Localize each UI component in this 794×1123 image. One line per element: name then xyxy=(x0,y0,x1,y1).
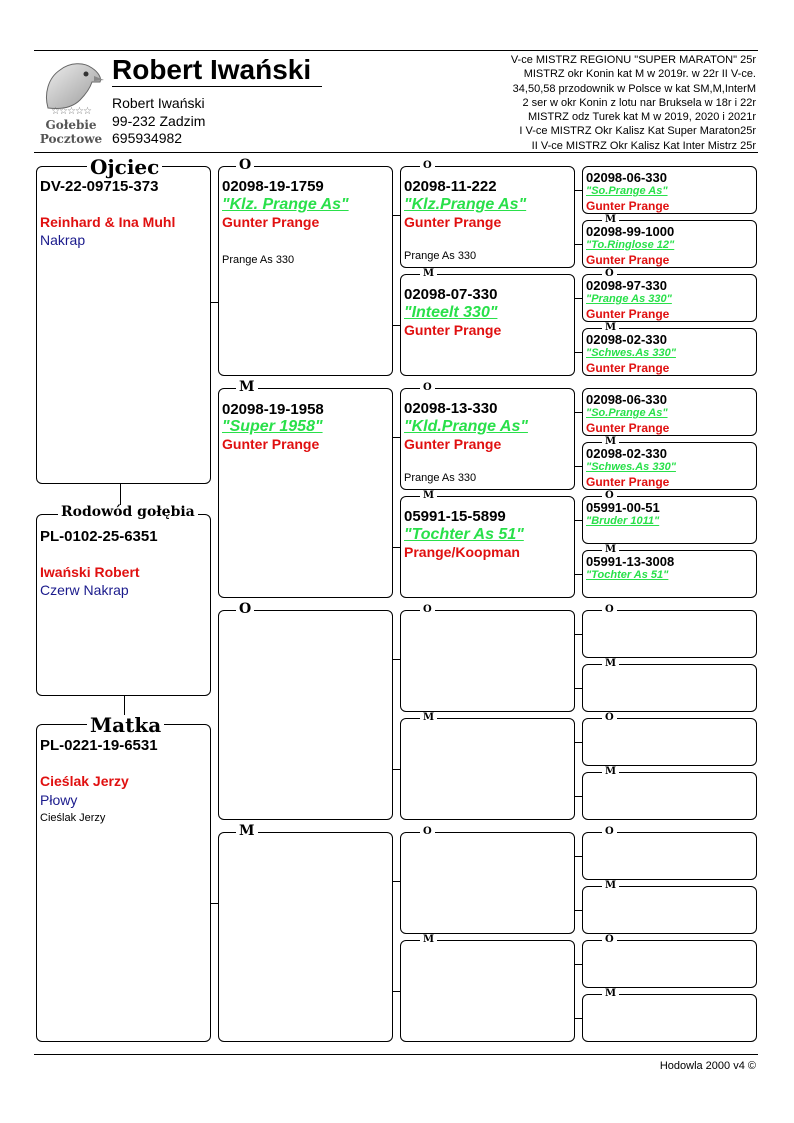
g4-ring: 02098-02-330 xyxy=(586,446,667,461)
footer-rule xyxy=(34,1054,758,1055)
fff-ring: 02098-11-222 xyxy=(404,178,497,195)
logo-text-2: Pocztowe xyxy=(39,132,103,146)
g4-pigeon-name: "To.Ringlose 12" xyxy=(586,239,675,251)
ff-breeder: Gunter Prange xyxy=(222,214,320,230)
g4-label: O xyxy=(602,935,617,945)
ffm-label: M xyxy=(420,269,437,279)
g4-ring: 05991-13-3008 xyxy=(586,554,675,569)
mother-color: Płowy xyxy=(40,792,78,808)
top-rule xyxy=(34,50,758,51)
connector xyxy=(575,910,582,911)
g4-pigeon-name: "Prange As 330" xyxy=(586,293,672,305)
g4-label: M xyxy=(602,323,619,333)
connector xyxy=(575,244,582,245)
g4-ring: 05991-00-51 xyxy=(586,500,660,515)
father-ring: DV-22-09715-373 xyxy=(40,178,159,195)
mother-breeder: Cieślak Jerzy xyxy=(40,773,129,789)
logo-stars: ☆☆☆☆☆ xyxy=(51,106,91,117)
g4-box-14 xyxy=(582,886,757,934)
connector xyxy=(575,298,582,299)
g4-label: M xyxy=(602,545,619,555)
owner-address: 99-232 Zadzim xyxy=(112,113,206,129)
father-label: Ojciec xyxy=(87,157,162,177)
g4-label: M xyxy=(602,215,619,225)
g4-pigeon-name: "Schwes.As 330" xyxy=(586,347,676,359)
connector xyxy=(575,352,582,353)
connector xyxy=(575,796,582,797)
connector xyxy=(575,856,582,857)
logo xyxy=(36,56,106,148)
father-breeder: Reinhard & Ina Muhl xyxy=(40,214,176,230)
g4-breeder: Gunter Prange xyxy=(586,307,670,321)
g4-ring: 02098-06-330 xyxy=(586,170,667,185)
g4-label: M xyxy=(602,989,619,999)
g4-label: M xyxy=(602,767,619,777)
connector xyxy=(575,190,582,191)
achievement-line: I V-ce MISTRZ Okr Kalisz Kat Super Maraton25r xyxy=(519,125,756,138)
footer-text: Hodowla 2000 v4 © xyxy=(659,1060,756,1072)
g4-label: O xyxy=(602,605,617,615)
g4-label: M xyxy=(602,881,619,891)
connector xyxy=(393,547,400,548)
mother-ring: PL-0221-19-6531 xyxy=(40,737,158,754)
g4-box-15 xyxy=(582,940,757,988)
mother-note: Cieślak Jerzy xyxy=(40,812,106,824)
fmm-label: M xyxy=(420,491,437,501)
g4-ring: 02098-97-330 xyxy=(586,278,667,293)
g4-label: M xyxy=(602,437,619,447)
mmf-label: O xyxy=(420,827,435,837)
connector xyxy=(211,903,218,904)
fm-ring: 02098-19-1958 xyxy=(222,401,324,418)
fm-pigeon-name: "Super 1958" xyxy=(222,418,323,435)
connector xyxy=(575,1018,582,1019)
mfm-box xyxy=(400,718,575,820)
mff-box xyxy=(400,610,575,712)
ff-pigeon-name: "Klz. Prange As" xyxy=(222,196,349,213)
fff-pigeon-name: "Klz.Prange As" xyxy=(404,196,527,213)
fff-note: Prange As 330 xyxy=(404,250,477,262)
achievement-line: 34,50,58 przodownik w Polsce w kat SM,M,InterM xyxy=(512,82,756,95)
ffm-ring: 02098-07-330 xyxy=(404,286,498,303)
owner-name: Robert Iwański xyxy=(112,95,205,111)
achievement-line: MISTRZ okr Konin kat M w 2019r. w 22r II V-ce. xyxy=(523,68,756,81)
connector xyxy=(393,769,400,770)
mm-label: M xyxy=(236,824,258,838)
g4-pigeon-name: "So.Prange As" xyxy=(586,185,668,197)
achievement-line: MISTRZ odz Turek kat M w 2019, 2020 i 2021r xyxy=(527,111,756,124)
connector xyxy=(575,742,582,743)
g4-box-10 xyxy=(582,664,757,712)
pigeon-color: Czerw Nakrap xyxy=(40,582,129,598)
g4-ring: 02098-06-330 xyxy=(586,392,667,407)
achievement-line: II V-ce MISTRZ Okr Kalisz Kat Inter Mistrz 25r xyxy=(531,139,756,152)
g4-breeder: Gunter Prange xyxy=(586,475,670,489)
ffm-breeder: Gunter Prange xyxy=(404,322,502,338)
g4-ring: 02098-99-1000 xyxy=(586,224,675,239)
connector xyxy=(393,881,400,882)
g4-label: O xyxy=(602,269,617,279)
fmm-ring: 05991-15-5899 xyxy=(404,508,506,525)
connector xyxy=(575,964,582,965)
g4-label: O xyxy=(602,491,617,501)
g4-pigeon-name: "So.Prange As" xyxy=(586,407,668,419)
g4-box-16 xyxy=(582,994,757,1042)
ffm-pigeon-name: "Inteelt 330" xyxy=(404,304,498,321)
g4-breeder: Gunter Prange xyxy=(586,421,670,435)
g4-box-12 xyxy=(582,772,757,820)
fmf-note: Prange As 330 xyxy=(404,472,477,484)
fmf-ring: 02098-13-330 xyxy=(404,400,498,417)
mmm-label: M xyxy=(420,935,437,945)
breeder-name-title: Robert Iwański xyxy=(112,54,312,85)
fmf-pigeon-name: "Kld.Prange As" xyxy=(404,418,528,435)
ff-label: O xyxy=(236,158,254,172)
g4-label: O xyxy=(602,827,617,837)
mother-label: Matka xyxy=(87,715,164,735)
connector xyxy=(575,634,582,635)
fm-label: M xyxy=(236,380,258,394)
fff-label: O xyxy=(420,161,435,171)
g4-pigeon-name: "Tochter As 51" xyxy=(586,569,669,581)
g4-pigeon-name: "Schwes.As 330" xyxy=(586,461,676,473)
g4-pigeon-name: "Bruder 1011" xyxy=(586,515,660,527)
connector xyxy=(393,437,400,438)
g4-label: M xyxy=(602,659,619,669)
father-color: Nakrap xyxy=(40,232,86,248)
mmf-box xyxy=(400,832,575,934)
pigeon-breeder: Iwański Robert xyxy=(40,564,140,580)
fmm-pigeon-name: "Tochter As 51" xyxy=(404,526,524,543)
mother-box xyxy=(36,724,211,1042)
pigeon-ring: PL-0102-25-6351 xyxy=(40,528,158,545)
connector xyxy=(575,412,582,413)
g4-breeder: Gunter Prange xyxy=(586,361,670,375)
owner-phone: 695934982 xyxy=(112,130,183,146)
pigeon-label: Rodowód gołębia xyxy=(58,505,198,519)
achievement-line: V-ce MISTRZ REGIONU "SUPER MARATON" 25r xyxy=(510,54,756,66)
mf-box xyxy=(218,610,393,820)
g4-box-9 xyxy=(582,610,757,658)
mm-box xyxy=(218,832,393,1042)
achievement-line: 2 ser w okr Konin z lotu nar Bruksela w 18r i 22r xyxy=(522,96,756,109)
connector xyxy=(211,302,218,303)
title-underline xyxy=(112,86,322,87)
connector xyxy=(575,520,582,521)
ff-note: Prange As 330 xyxy=(222,254,295,266)
g4-box-13 xyxy=(582,832,757,880)
g4-breeder: Gunter Prange xyxy=(586,253,670,267)
fmm-breeder: Prange/Koopman xyxy=(404,544,520,560)
logo-text-1: Gołebie xyxy=(45,118,97,132)
fmf-label: O xyxy=(420,383,435,393)
mf-label: O xyxy=(236,602,254,616)
mmm-box xyxy=(400,940,575,1042)
connector xyxy=(575,574,582,575)
g4-breeder: Gunter Prange xyxy=(586,199,670,213)
connector xyxy=(393,991,400,992)
mff-label: O xyxy=(420,605,435,615)
g4-ring: 02098-02-330 xyxy=(586,332,667,347)
achievements xyxy=(511,53,756,153)
connector xyxy=(393,215,400,216)
g4-label: O xyxy=(602,713,617,723)
fm-breeder: Gunter Prange xyxy=(222,436,320,452)
connector xyxy=(575,466,582,467)
mfm-label: M xyxy=(420,713,437,723)
connector xyxy=(393,659,400,660)
connector xyxy=(393,325,400,326)
ff-ring: 02098-19-1759 xyxy=(222,178,324,195)
g4-box-11 xyxy=(582,718,757,766)
fmf-breeder: Gunter Prange xyxy=(404,436,502,452)
fff-breeder: Gunter Prange xyxy=(404,214,502,230)
connector xyxy=(575,688,582,689)
